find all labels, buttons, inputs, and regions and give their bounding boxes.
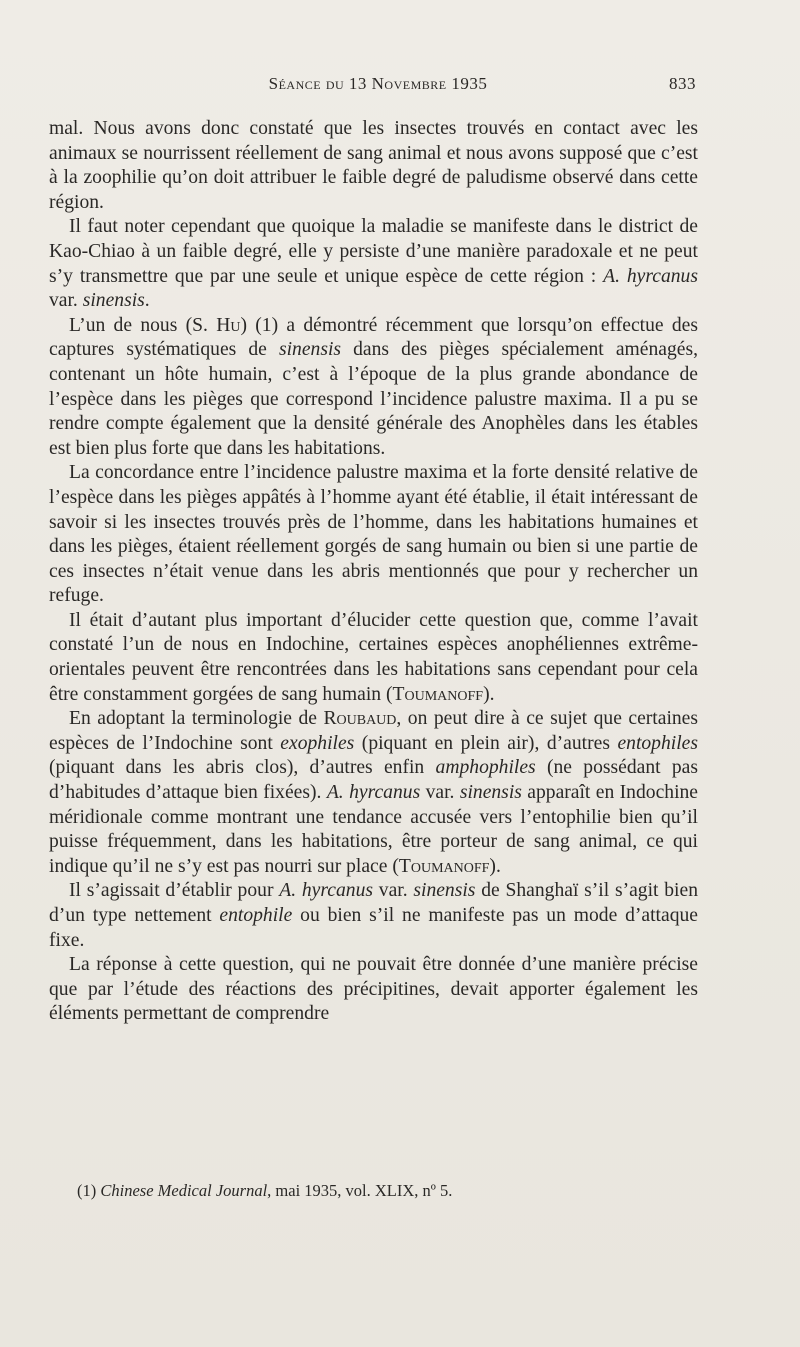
italic-term: sinensis [459,782,522,804]
text-run: Il était d’autant plus important d’élucider cette question que, comme l’avait constaté l’un de nous en Indochine, certaines espèces anophéliennes extrême-orientales peuvent être rencontrées dans les habitations sans cependant pour cela être constamment gorgées de sang humain ( [49,609,698,705]
footnote-marker: (1) [77,1181,97,1200]
text-run: . [144,290,150,312]
text-run: ). [489,855,501,877]
footnote-details: , mai 1935, vol. XLIX, nº 5. [267,1181,453,1200]
text-run: var. [420,782,460,804]
text-run: La réponse à cette question, qui ne pouvait être donnée d’une manière précise que par l’étude des réactions des précipitines, devait apporter également les éléments permettant de comprendre [49,954,698,1025]
italic-term: entophile [219,905,293,926]
italic-term: A. hyrcanus [279,880,373,902]
text-run: (piquant dans les abris clos), d’autres enfin [49,757,436,779]
paragraph [49,879,698,953]
italic-term: A. hyrcanus [603,265,698,287]
text-run: ou bien s’il ne manifeste pas un mode d’attaque fixe. [49,905,698,951]
running-title: Séance du 13 Novembre 1935 [268,74,488,93]
footnote [77,1180,697,1202]
italic-term: sinensis [278,339,342,361]
text-run: Il faut noter cependant que quoique la maladie se manifeste dans le district de Kao-Chiao à un faible degré, elle y persiste d’une manière paradoxale et ne peut s’y transmettre que par une seule et unique espèce de cette région : [49,216,698,287]
paragraph [49,707,698,879]
italic-term: amphophiles [435,757,536,779]
text-run: ) (1) a démontré récemment que lorsqu’on effectue des captures systématiques de [49,314,698,361]
page-number: 833 [669,74,696,93]
text-run: mal. Nous avons donc constaté que les insectes trouvés en contact avec les animaux se nourrissent réellement de sang animal et nous avons supposé que c’est à la zoophilie qu’on doit attribuer le faible degré de paludisme observé dans cette région. [49,118,698,213]
italic-term: exophiles [280,732,355,754]
author-name: Toumanoff [392,683,484,705]
italic-term: sinensis [82,290,145,312]
italic-term: A. hyrcanus [326,782,421,804]
italic-term: sinensis [413,880,476,902]
italic-term: entophiles [617,732,698,754]
paragraph [49,953,698,1027]
paragraph [49,609,698,707]
text-run: (piquant en plein air), d’autres [354,732,618,754]
text-run: var. [49,290,83,312]
paragraph [49,461,698,609]
text-run: var. [373,880,414,902]
text-run: de Shanghaï s’il s’agit bien d’un type nettement [49,880,698,926]
text-run: , on peut dire à ce sujet que certaines espèces de l’Indochine sont [49,708,699,754]
author-name: Roubaud [323,708,397,730]
author-name: Toumanoff [398,855,490,877]
running-head [60,74,696,98]
text-run: Il s’agissait d’établir pour [69,880,280,902]
text-run: L’un de nous (S. [69,314,217,336]
paragraph [49,314,698,462]
text-run: apparaît en Indochine méridionale comme montrant une tendance accusée vers l’entophilie bien qu’il puisse fréquemment, dans les habitations, être porteur de sang animal, ce qui indique qu’il ne s’y est pas nourri sur place ( [49,782,699,877]
text-run: ). [483,683,495,705]
body-text [49,117,698,1027]
text-run: dans des pièges spécialement aménagés, contenant un hôte humain, c’est à l’époque de la plus grande abondance de l’espèce dans les pièges que correspond l’incidence palustre maxima. Il a pu se rendre compte également que la densité générale des Anophèles dans les étables est bien plus forte que dans les habitations. [49,339,698,459]
author-name: Hu [216,314,241,336]
paragraph [49,117,698,215]
text-run: (ne possédant pas d’habitudes d’attaque bien fixées). [49,757,698,804]
text-run: La concordance entre l’incidence palustre maxima et la forte densité relative de l’espèce dans les pièges appâtés à l’homme ayant été établie, il était intéressant de savoir si les insectes trouvés près de l’homme, dans les habitations humaines et dans les pièges, étaient réellement gorgés de sang humain ou bien si une partie de ces insectes n’était venue dans les abris mentionnés que pour y rechercher un refuge. [49,462,698,607]
text-run: En adoptant la terminologie de [69,708,324,730]
paragraph [49,215,698,313]
footnote-journal: Chinese Medical Journal [100,1181,268,1200]
